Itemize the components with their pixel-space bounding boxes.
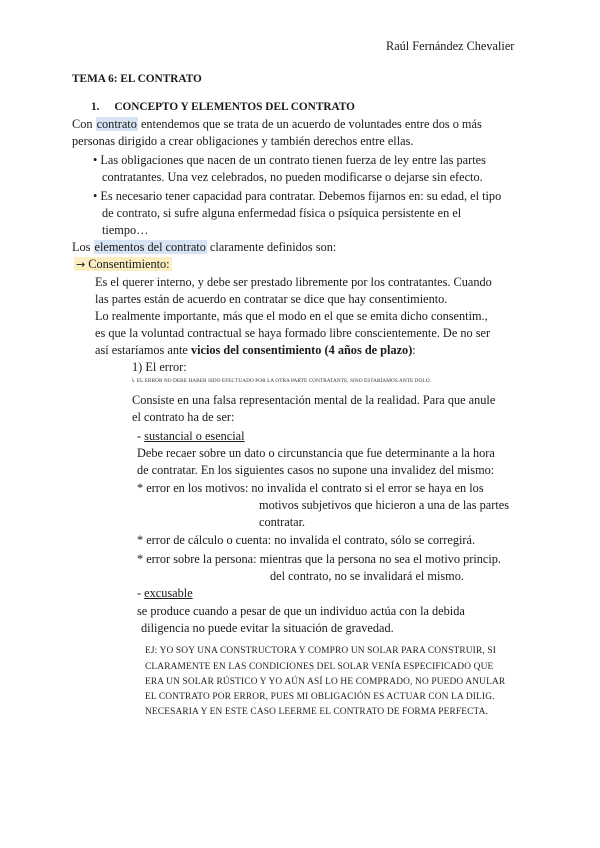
intro-rest: entendemos que se trata de un acuerdo de voluntades entre dos o más — [137, 117, 482, 131]
excusable-dash: - — [137, 586, 145, 600]
excusable-label: excusable — [144, 586, 193, 600]
topic-title: TEMA 6: EL CONTRATO — [72, 73, 202, 85]
bullet-2-line-2: de contrato, si sufre alguna enfermedad física o psíquica persistente en el — [102, 206, 462, 220]
sustancial-label: sustancial o esencial — [144, 429, 245, 443]
sustancial-line-2: de contratar. En los siguientes casos no supone una invalidez del mismo: — [137, 463, 495, 477]
bullet-2-mark: • — [93, 189, 98, 203]
elements-line — [72, 239, 336, 255]
section-title: CONCEPTO Y ELEMENTOS DEL CONTRATO — [114, 101, 355, 113]
intro-highlight: contrato — [96, 117, 137, 131]
consentimiento-highlight — [74, 257, 172, 271]
section-number: 1. — [91, 101, 100, 113]
cons-para-2-line-3 — [95, 342, 416, 358]
bullet-2-line-3: tiempo… — [102, 223, 149, 237]
sustancial-dash: - — [137, 429, 145, 443]
vicios-bold: vicios del consentimiento (4 años de plazo) — [190, 343, 413, 357]
intro-prefix: Con — [72, 117, 96, 131]
error-item: 1) El error: — [132, 360, 187, 374]
section-heading — [91, 99, 355, 115]
excusable-line-2: diligencia no puede evitar la situación de gravedad. — [141, 621, 394, 635]
example-line-5: NECESARIA Y EN ESTE CASO LEERME EL CONTRATO DE FORMA PERFECTA. — [145, 707, 489, 717]
bullet-1-text: Las obligaciones que nacen de un contrato tienen fuerza de ley entre las partes — [100, 153, 486, 167]
sustancial-line-1: Debe recaer sobre un dato o circunstancia que fue determinante a la hora — [137, 446, 495, 460]
elements-prefix: Los — [72, 240, 94, 254]
cons-para-2-line-1: Lo realmente importante, más que el modo en el que se emita dicho consentim., — [95, 309, 488, 323]
consentimiento-label: Consentimiento: — [88, 257, 170, 271]
case-motivos-line-1: * error en los motivos: no invalida el contrato si el error se haya en los — [137, 481, 484, 495]
bullet-1-line-2: contratantes. Una vez celebrados, no pueden modificarse o dejarse sin efecto. — [102, 170, 483, 184]
example-line-1: EJ: YO SOY UNA CONSTRUCTORA Y COMPRO UN SOLAR PARA CONSTRUIR, SI — [145, 646, 496, 656]
consentimiento-heading — [74, 256, 172, 273]
elements-rest: claramente definidos son: — [206, 240, 337, 254]
small-note: ↳ EL ERROR NO DEBE HABER SIDO EFECTUADO POR LA OTRA PARTE CONTRATANTE, SINO ESTARÍAMOS ANTE DOLO. — [131, 378, 431, 384]
example-line-2: CLARAMENTE EN LAS CONDICIONES DEL SOLAR VENÍA ESPECIFICADO QUE — [145, 662, 494, 672]
case-motivos-line-2: motivos subjetivos que hicieron a una de las partes — [259, 498, 509, 512]
cons-para-1-line-1: Es el querer interno, y debe ser prestado libremente por los contratantes. Cuando — [95, 275, 492, 289]
vicios-prefix: así estaríamos ante — [95, 343, 191, 357]
case-motivos-line-3: contratar. — [259, 515, 306, 529]
bullet-1-mark: • — [93, 153, 98, 167]
case-persona-line-2: del contrato, no se invalidará el mismo. — [270, 569, 464, 583]
intro-line-2: personas dirigido a crear obligaciones y también derechos entre ellas. — [72, 134, 414, 148]
example-line-4: EL CONTRATO POR ERROR, PUES MI OBLIGACIÓN ES ACTUAR CON LA DILIG. — [145, 692, 495, 702]
arrow-right-icon: → — [76, 258, 86, 271]
vicios-suffix: : — [412, 343, 416, 357]
author-name: Raúl Fernández Chevalier — [386, 39, 515, 53]
intro-line-1 — [72, 116, 482, 132]
error-def-line-1: Consiste en una falsa representación mental de la realidad. Para que anule — [132, 393, 496, 407]
excusable-heading — [137, 585, 193, 601]
excusable-line-1: se produce cuando a pesar de que un individuo actúa con la debida — [137, 604, 465, 618]
sustancial-heading — [137, 428, 245, 444]
error-def-line-2: el contrato ha de ser: — [132, 410, 235, 424]
case-calculo: * error de cálculo o cuenta: no invalida el contrato, sólo se corregirá. — [137, 533, 476, 547]
cons-para-1-line-2: las partes están de acuerdo en contratar se dice que hay consentimiento. — [95, 292, 448, 306]
cons-para-2-line-2: es que la voluntad contractual se haya formado libre conscientemente. De no ser — [95, 326, 491, 340]
elements-highlight: elementos del contrato — [94, 240, 206, 254]
bullet-2-text: Es necesario tener capacidad para contratar. Debemos fijarnos en: su edad, el tipo — [100, 189, 502, 203]
example-line-3: ERA UN SOLAR RÚSTICO Y YO AÚN ASÍ LO HE COMPRADO, NO PUEDO ANULAR — [145, 677, 506, 687]
bullet-1-line-1 — [93, 152, 486, 168]
bullet-2-line-1 — [93, 188, 501, 204]
case-persona-line-1: * error sobre la persona: mientras que la persona no sea el motivo princip. — [137, 552, 502, 566]
